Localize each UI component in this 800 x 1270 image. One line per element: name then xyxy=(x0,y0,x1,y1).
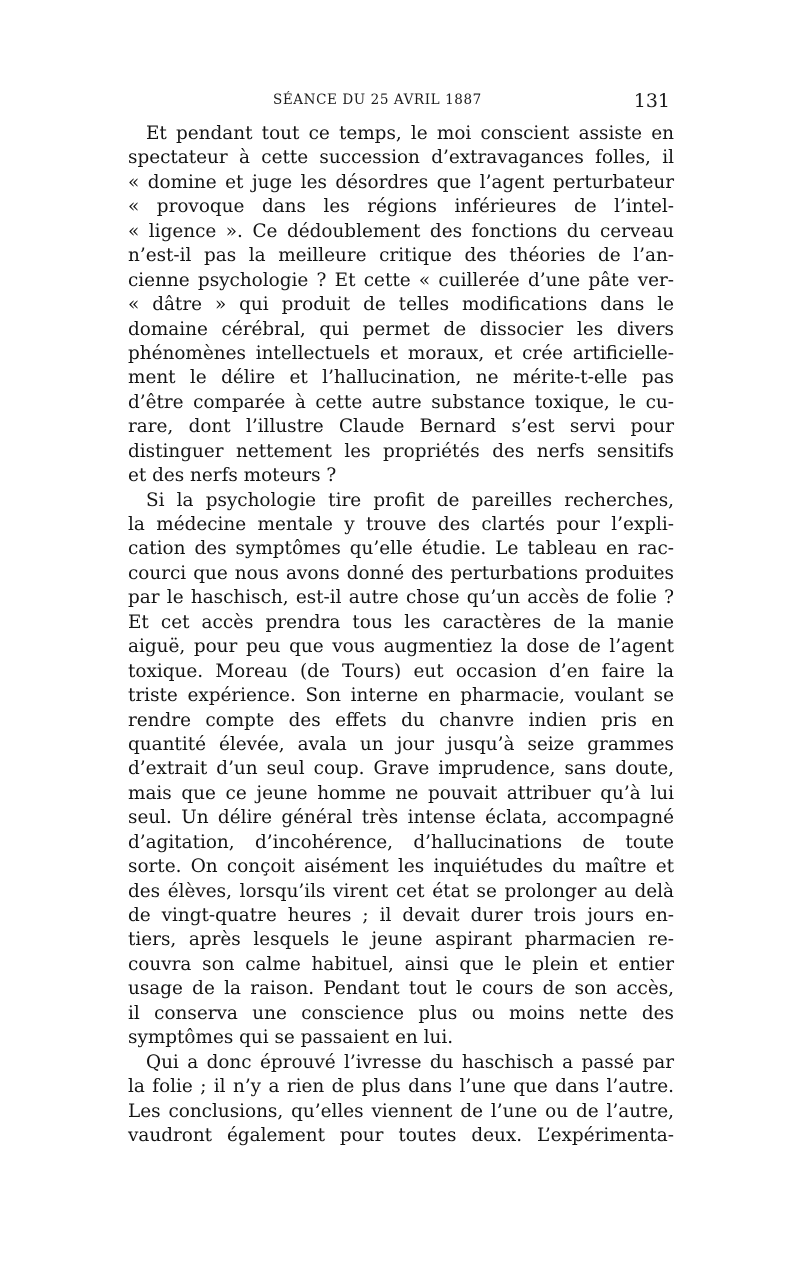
text-line: la médecine mentale y trouve des clartés pour l’expli- xyxy=(128,514,674,535)
text-line: il conserva une conscience plus ou moins nette des xyxy=(128,1002,674,1024)
text-line: n’est-il pas la meilleure critique des théories de l’an- xyxy=(128,245,674,267)
text-line: tiers, après lesquels le jeune aspirant pharmacien re- xyxy=(128,929,674,951)
text-line: triste expérience. Son interne en pharmacie, voulant se xyxy=(128,685,674,707)
text-line: Qui a donc éprouvé l’ivresse du haschisch a passé par xyxy=(146,1051,674,1073)
text-line: des élèves, lorsqu’ils virent cet état se prolonger au delà xyxy=(128,880,674,902)
text-line: d’extrait d’un seul coup. Grave imprudence, sans doute, xyxy=(128,758,674,780)
text-line: sorte. On conçoit aisément les inquiétudes du maître et xyxy=(128,856,674,878)
text-line: ment le délire et l’hallucination, ne mérite-t-elle pas xyxy=(128,367,674,389)
text-line: « domine et juge les désordres que l’agent perturbateur xyxy=(128,171,674,193)
text-line: vaudront également pour toutes deux. L’expérimenta- xyxy=(128,1124,674,1146)
text-line: Si la psychologie tire profit de pareilles recherches, xyxy=(146,489,674,511)
text-line: rendre compte des effets du chanvre indien pris en xyxy=(128,709,674,731)
text-line: de vingt-quatre heures ; il devait durer trois jours en- xyxy=(128,905,674,926)
text-line: phénomènes intellectuels et moraux, et crée artificielle- xyxy=(128,342,674,364)
text-line: domaine cérébral, qui permet de dissocier les divers xyxy=(128,318,674,340)
text-line: distinguer nettement les propriétés des nerfs sensitifs xyxy=(128,440,674,462)
text-line: cation des symptômes qu’elle étudie. Le tableau en rac- xyxy=(128,538,674,560)
text-line: courci que nous avons donné des perturbations produites xyxy=(128,562,674,584)
text-line: Et cet accès prendra tous les caractères de la manie xyxy=(128,611,674,633)
running-head xyxy=(128,92,672,116)
text-line: aiguë, pour peu que vous augmentiez la dose de l’agent xyxy=(128,636,674,658)
text-line: Les conclusions, qu’elles viennent de l’une ou de l’autre, xyxy=(128,1100,674,1122)
running-head-title: SÉANCE DU 25 AVRIL 1887 xyxy=(273,92,482,108)
text-line: usage de la raison. Pendant tout le cours de son accès, xyxy=(128,978,674,1000)
text-line: « provoque dans les régions inférieures de l’intel- xyxy=(128,196,674,218)
text-line: rare, dont l’illustre Claude Bernard s’est servi pour xyxy=(128,416,674,438)
text-line: mais que ce jeune homme ne pouvait attribuer qu’à lui xyxy=(128,782,674,804)
text-line: spectateur à cette succession d’extravagances folles, il xyxy=(128,147,674,169)
text-line: quantité élevée, avala un jour jusqu’à seize grammes xyxy=(128,733,674,755)
text-line: Et pendant tout ce temps, le moi conscient assiste en xyxy=(146,123,674,144)
text-line: seul. Un délire général très intense éclata, accompagné xyxy=(128,807,674,829)
text-line: « dâtre » qui produit de telles modifications dans le xyxy=(128,294,674,316)
text-line: symptômes qui se passaient en lui. xyxy=(128,1027,454,1049)
text-line: « ligence ». Ce dédoublement des fonctions du cerveau xyxy=(128,220,674,242)
body-text xyxy=(128,122,674,1148)
text-line: couvra son calme habituel, ainsi que le plein et entier xyxy=(128,953,674,975)
text-line: d’être comparée à cette autre substance toxique, le cu- xyxy=(128,391,674,413)
text-line: cienne psychologie ? Et cette « cuillerée d’une pâte ver- xyxy=(128,269,674,291)
text-line: toxique. Moreau (de Tours) eut occasion d’en faire la xyxy=(128,660,674,682)
text-line: d’agitation, d’incohérence, d’hallucinations de toute xyxy=(128,831,674,853)
page-number: 131 xyxy=(633,90,670,112)
text-line: par le haschisch, est-il autre chose qu’un accès de folie ? xyxy=(128,587,674,609)
text-line: et des nerfs moteurs ? xyxy=(128,465,337,487)
text-line: la folie ; il n’y a rien de plus dans l’une que dans l’autre. xyxy=(128,1076,674,1098)
